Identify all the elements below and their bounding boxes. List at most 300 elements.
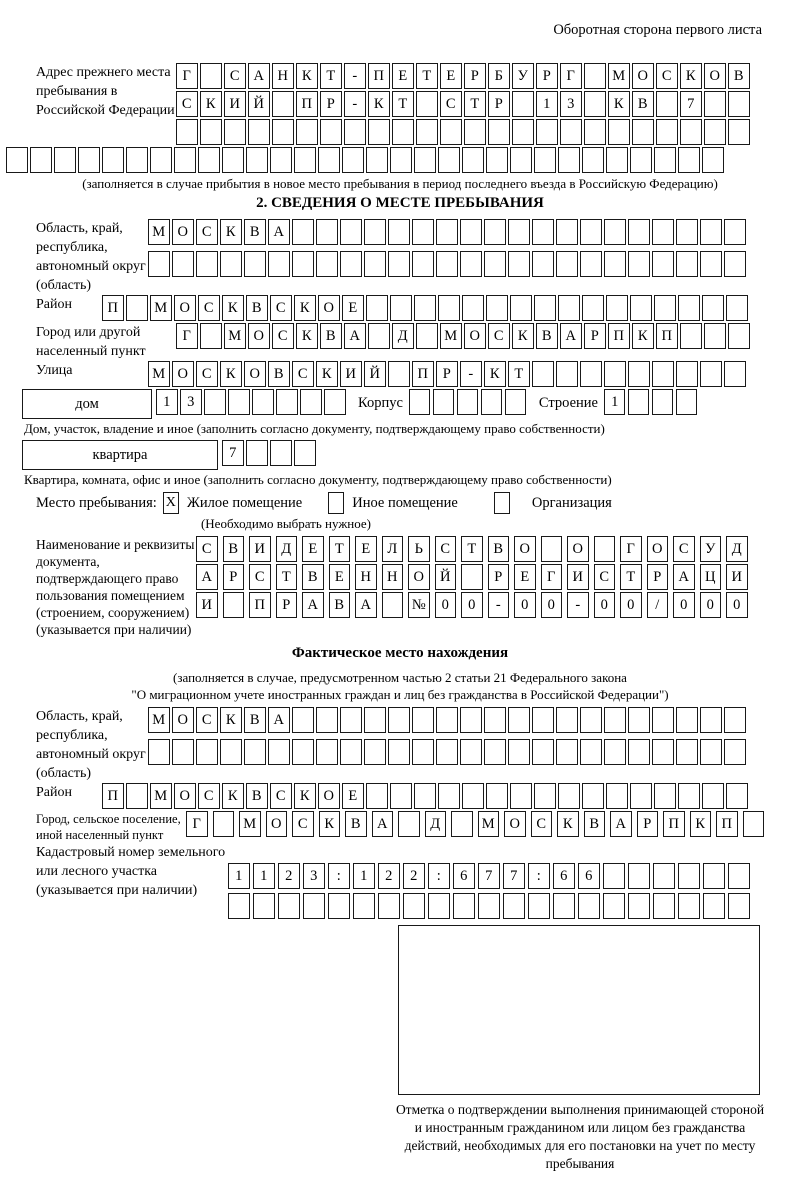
char-cell[interactable] (316, 251, 338, 277)
char-cell[interactable]: 6 (453, 863, 475, 889)
char-cell[interactable] (292, 707, 314, 733)
char-cell[interactable]: К (220, 707, 242, 733)
char-cell[interactable]: В (488, 536, 510, 562)
char-cell[interactable] (276, 389, 298, 415)
char-cell[interactable] (366, 147, 388, 173)
char-cell[interactable] (228, 389, 250, 415)
char-cell[interactable] (196, 251, 218, 277)
char-cell[interactable]: С (196, 361, 218, 387)
char-cell[interactable] (580, 361, 602, 387)
char-cell[interactable] (656, 91, 678, 117)
char-cell[interactable]: А (355, 592, 377, 618)
char-cell[interactable] (510, 147, 532, 173)
char-cell[interactable] (704, 91, 726, 117)
char-cell[interactable] (628, 707, 650, 733)
char-cell[interactable] (728, 119, 750, 145)
char-cell[interactable] (652, 251, 674, 277)
char-cell[interactable]: М (224, 323, 246, 349)
char-cell[interactable] (300, 389, 322, 415)
char-cell[interactable]: Р (464, 63, 486, 89)
char-cell[interactable] (200, 323, 222, 349)
char-cell[interactable] (628, 893, 650, 919)
char-cell[interactable]: 1 (253, 863, 275, 889)
char-cell[interactable]: Б (488, 63, 510, 89)
char-cell[interactable] (126, 783, 148, 809)
char-cell[interactable] (272, 119, 294, 145)
char-cell[interactable] (702, 147, 724, 173)
char-cell[interactable] (460, 739, 482, 765)
char-cell[interactable] (200, 119, 222, 145)
char-cell[interactable]: С (196, 536, 218, 562)
char-cell[interactable]: В (329, 592, 351, 618)
char-cell[interactable]: А (673, 564, 695, 590)
char-cell[interactable]: Г (186, 811, 208, 837)
char-cell[interactable]: И (567, 564, 589, 590)
char-cell[interactable]: М (239, 811, 261, 837)
char-cell[interactable] (486, 783, 508, 809)
char-cell[interactable]: Д (726, 536, 748, 562)
char-cell[interactable] (102, 147, 124, 173)
char-cell[interactable] (632, 119, 654, 145)
char-cell[interactable]: 0 (620, 592, 642, 618)
char-cell[interactable]: Р (488, 564, 510, 590)
char-cell[interactable] (368, 323, 390, 349)
char-cell[interactable] (580, 219, 602, 245)
char-cell[interactable] (628, 361, 650, 387)
char-cell[interactable]: 0 (726, 592, 748, 618)
char-cell[interactable] (220, 251, 242, 277)
char-cell[interactable] (702, 295, 724, 321)
char-cell[interactable]: К (294, 783, 316, 809)
char-cell[interactable]: Н (355, 564, 377, 590)
char-cell[interactable] (438, 295, 460, 321)
char-cell[interactable]: Ь (408, 536, 430, 562)
char-cell[interactable]: К (608, 91, 630, 117)
char-cell[interactable]: Р (637, 811, 659, 837)
char-cell[interactable]: И (224, 91, 246, 117)
char-cell[interactable] (198, 147, 220, 173)
char-cell[interactable]: 3 (303, 863, 325, 889)
char-cell[interactable] (653, 893, 675, 919)
char-cell[interactable]: П (663, 811, 685, 837)
char-cell[interactable]: 3 (560, 91, 582, 117)
char-cell[interactable]: Т (464, 91, 486, 117)
char-cell[interactable] (676, 389, 698, 415)
char-cell[interactable] (584, 119, 606, 145)
char-cell[interactable]: В (244, 219, 266, 245)
char-cell[interactable]: В (584, 811, 606, 837)
char-cell[interactable]: Г (620, 536, 642, 562)
char-cell[interactable] (536, 119, 558, 145)
char-cell[interactable]: К (296, 63, 318, 89)
char-cell[interactable] (390, 783, 412, 809)
char-cell[interactable] (409, 389, 431, 415)
char-cell[interactable]: Е (440, 63, 462, 89)
char-cell[interactable] (488, 119, 510, 145)
char-cell[interactable]: С (270, 783, 292, 809)
char-cell[interactable]: О (174, 783, 196, 809)
char-cell[interactable] (606, 295, 628, 321)
char-cell[interactable] (451, 811, 473, 837)
char-cell[interactable] (461, 564, 483, 590)
char-cell[interactable]: 0 (541, 592, 563, 618)
char-cell[interactable] (604, 251, 626, 277)
char-cell[interactable] (412, 219, 434, 245)
char-cell[interactable] (603, 863, 625, 889)
char-cell[interactable] (628, 219, 650, 245)
char-cell[interactable]: 6 (553, 863, 575, 889)
char-cell[interactable] (678, 147, 700, 173)
char-cell[interactable]: 7 (222, 440, 244, 466)
char-cell[interactable] (584, 63, 606, 89)
char-cell[interactable]: О (172, 219, 194, 245)
char-cell[interactable] (478, 893, 500, 919)
char-cell[interactable] (252, 389, 274, 415)
char-cell[interactable] (328, 893, 350, 919)
char-cell[interactable]: П (102, 295, 124, 321)
char-cell[interactable]: А (560, 323, 582, 349)
char-cell[interactable] (440, 119, 462, 145)
char-cell[interactable] (652, 707, 674, 733)
char-cell[interactable]: М (148, 219, 170, 245)
char-cell[interactable] (223, 592, 245, 618)
char-cell[interactable] (320, 119, 342, 145)
char-cell[interactable] (606, 147, 628, 173)
char-cell[interactable] (724, 739, 746, 765)
char-cell[interactable]: № (408, 592, 430, 618)
char-cell[interactable] (534, 783, 556, 809)
char-cell[interactable]: 6 (578, 863, 600, 889)
char-cell[interactable] (724, 707, 746, 733)
char-cell[interactable] (724, 251, 746, 277)
char-cell[interactable]: С (292, 361, 314, 387)
char-cell[interactable]: 3 (180, 389, 202, 415)
char-cell[interactable]: Е (355, 536, 377, 562)
char-cell[interactable] (678, 295, 700, 321)
char-cell[interactable] (578, 893, 600, 919)
char-cell[interactable]: Е (514, 564, 536, 590)
char-cell[interactable] (438, 147, 460, 173)
char-cell[interactable]: Е (329, 564, 351, 590)
char-cell[interactable]: О (632, 63, 654, 89)
char-cell[interactable] (584, 91, 606, 117)
char-cell[interactable]: С (435, 536, 457, 562)
char-cell[interactable]: Р (223, 564, 245, 590)
char-cell[interactable]: - (344, 63, 366, 89)
char-cell[interactable] (316, 739, 338, 765)
char-cell[interactable] (294, 440, 316, 466)
char-cell[interactable]: У (700, 536, 722, 562)
char-cell[interactable] (532, 251, 554, 277)
char-cell[interactable] (503, 893, 525, 919)
char-cell[interactable]: О (514, 536, 536, 562)
char-cell[interactable] (680, 323, 702, 349)
char-cell[interactable] (398, 811, 420, 837)
char-cell[interactable] (148, 739, 170, 765)
char-cell[interactable]: 1 (228, 863, 250, 889)
char-cell[interactable] (726, 783, 748, 809)
char-cell[interactable] (316, 219, 338, 245)
char-cell[interactable]: А (610, 811, 632, 837)
char-cell[interactable]: Г (560, 63, 582, 89)
char-cell[interactable] (292, 739, 314, 765)
char-cell[interactable] (656, 119, 678, 145)
char-cell[interactable] (388, 361, 410, 387)
char-cell[interactable]: О (504, 811, 526, 837)
char-cell[interactable]: О (318, 295, 340, 321)
char-cell[interactable] (366, 295, 388, 321)
char-cell[interactable] (278, 893, 300, 919)
char-cell[interactable] (484, 219, 506, 245)
char-cell[interactable]: Д (276, 536, 298, 562)
char-cell[interactable]: С (196, 707, 218, 733)
char-cell[interactable]: Й (364, 361, 386, 387)
char-cell[interactable]: Н (382, 564, 404, 590)
char-cell[interactable] (270, 440, 292, 466)
char-cell[interactable] (528, 893, 550, 919)
char-cell[interactable] (464, 119, 486, 145)
char-cell[interactable] (604, 739, 626, 765)
char-cell[interactable] (294, 147, 316, 173)
char-cell[interactable] (726, 295, 748, 321)
char-cell[interactable]: С (656, 63, 678, 89)
char-cell[interactable] (700, 251, 722, 277)
char-cell[interactable] (556, 251, 578, 277)
char-cell[interactable] (54, 147, 76, 173)
char-cell[interactable] (292, 219, 314, 245)
char-cell[interactable]: К (222, 783, 244, 809)
char-cell[interactable]: В (632, 91, 654, 117)
char-cell[interactable] (340, 219, 362, 245)
char-cell[interactable]: И (340, 361, 362, 387)
char-cell[interactable] (724, 361, 746, 387)
char-cell[interactable]: : (528, 863, 550, 889)
checkbox-inoe[interactable] (328, 492, 344, 514)
char-cell[interactable]: М (440, 323, 462, 349)
char-cell[interactable]: С (488, 323, 510, 349)
char-cell[interactable]: Г (176, 63, 198, 89)
char-cell[interactable] (246, 147, 268, 173)
char-cell[interactable] (388, 707, 410, 733)
char-cell[interactable]: А (268, 707, 290, 733)
char-cell[interactable] (512, 119, 534, 145)
char-cell[interactable] (603, 893, 625, 919)
char-cell[interactable]: Е (342, 295, 364, 321)
char-cell[interactable] (174, 147, 196, 173)
char-cell[interactable] (703, 863, 725, 889)
char-cell[interactable] (412, 739, 434, 765)
char-cell[interactable] (460, 707, 482, 733)
char-cell[interactable]: П (368, 63, 390, 89)
char-cell[interactable] (678, 863, 700, 889)
char-cell[interactable] (608, 119, 630, 145)
char-cell[interactable]: А (302, 592, 324, 618)
char-cell[interactable] (580, 251, 602, 277)
char-cell[interactable]: Т (276, 564, 298, 590)
char-cell[interactable] (508, 707, 530, 733)
char-cell[interactable] (580, 739, 602, 765)
char-cell[interactable] (558, 147, 580, 173)
char-cell[interactable]: / (647, 592, 669, 618)
char-cell[interactable] (414, 783, 436, 809)
char-cell[interactable] (253, 893, 275, 919)
char-cell[interactable]: К (294, 295, 316, 321)
char-cell[interactable] (704, 323, 726, 349)
char-cell[interactable]: О (567, 536, 589, 562)
char-cell[interactable] (532, 219, 554, 245)
char-cell[interactable]: Р (536, 63, 558, 89)
char-cell[interactable] (324, 389, 346, 415)
char-cell[interactable]: 1 (604, 389, 626, 415)
char-cell[interactable] (582, 783, 604, 809)
char-cell[interactable] (436, 739, 458, 765)
char-cell[interactable]: О (174, 295, 196, 321)
char-cell[interactable]: О (172, 707, 194, 733)
char-cell[interactable]: В (302, 564, 324, 590)
char-cell[interactable] (700, 219, 722, 245)
char-cell[interactable]: К (220, 361, 242, 387)
char-cell[interactable] (606, 783, 628, 809)
char-cell[interactable]: В (268, 361, 290, 387)
char-cell[interactable] (272, 91, 294, 117)
char-cell[interactable]: У (512, 63, 534, 89)
char-cell[interactable] (553, 893, 575, 919)
char-cell[interactable] (414, 295, 436, 321)
char-cell[interactable]: П (608, 323, 630, 349)
char-cell[interactable]: С (292, 811, 314, 837)
char-cell[interactable] (680, 119, 702, 145)
char-cell[interactable]: А (344, 323, 366, 349)
char-cell[interactable]: Р (436, 361, 458, 387)
char-cell[interactable] (268, 251, 290, 277)
char-cell[interactable]: С (440, 91, 462, 117)
char-cell[interactable]: В (536, 323, 558, 349)
char-cell[interactable] (390, 147, 412, 173)
char-cell[interactable] (436, 707, 458, 733)
char-cell[interactable] (222, 147, 244, 173)
char-cell[interactable] (704, 119, 726, 145)
char-cell[interactable] (196, 739, 218, 765)
char-cell[interactable] (428, 893, 450, 919)
char-cell[interactable]: О (248, 323, 270, 349)
char-cell[interactable] (438, 783, 460, 809)
char-cell[interactable]: К (200, 91, 222, 117)
char-cell[interactable]: П (412, 361, 434, 387)
char-cell[interactable] (508, 219, 530, 245)
char-cell[interactable] (508, 251, 530, 277)
char-cell[interactable] (678, 783, 700, 809)
char-cell[interactable] (594, 536, 616, 562)
char-cell[interactable]: Т (320, 63, 342, 89)
char-cell[interactable]: 0 (435, 592, 457, 618)
char-cell[interactable]: 1 (353, 863, 375, 889)
char-cell[interactable]: 2 (278, 863, 300, 889)
char-cell[interactable] (628, 251, 650, 277)
char-cell[interactable] (532, 707, 554, 733)
char-cell[interactable]: А (248, 63, 270, 89)
char-cell[interactable]: О (318, 783, 340, 809)
char-cell[interactable]: С (249, 564, 271, 590)
char-cell[interactable]: - (488, 592, 510, 618)
char-cell[interactable] (558, 295, 580, 321)
char-cell[interactable]: П (249, 592, 271, 618)
char-cell[interactable]: В (345, 811, 367, 837)
checkbox-zhiloe[interactable]: X (163, 492, 179, 514)
char-cell[interactable] (78, 147, 100, 173)
char-cell[interactable] (436, 251, 458, 277)
char-cell[interactable] (652, 361, 674, 387)
char-cell[interactable]: Р (584, 323, 606, 349)
char-cell[interactable]: П (716, 811, 738, 837)
char-cell[interactable] (541, 536, 563, 562)
char-cell[interactable]: М (148, 361, 170, 387)
char-cell[interactable] (318, 147, 340, 173)
char-cell[interactable] (484, 707, 506, 733)
char-cell[interactable] (213, 811, 235, 837)
char-cell[interactable] (316, 707, 338, 733)
char-cell[interactable] (176, 119, 198, 145)
char-cell[interactable]: А (372, 811, 394, 837)
char-cell[interactable]: К (316, 361, 338, 387)
char-cell[interactable]: К (222, 295, 244, 321)
char-cell[interactable]: С (176, 91, 198, 117)
char-cell[interactable]: Е (302, 536, 324, 562)
char-cell[interactable]: 1 (536, 91, 558, 117)
char-cell[interactable] (556, 739, 578, 765)
char-cell[interactable] (416, 119, 438, 145)
char-cell[interactable] (388, 251, 410, 277)
char-cell[interactable] (700, 707, 722, 733)
char-cell[interactable] (630, 783, 652, 809)
char-cell[interactable]: - (344, 91, 366, 117)
char-cell[interactable] (654, 147, 676, 173)
char-cell[interactable] (604, 361, 626, 387)
char-cell[interactable] (676, 707, 698, 733)
char-cell[interactable] (510, 783, 532, 809)
char-cell[interactable]: В (246, 295, 268, 321)
char-cell[interactable] (604, 219, 626, 245)
char-cell[interactable]: С (198, 783, 220, 809)
char-cell[interactable]: К (296, 323, 318, 349)
char-cell[interactable]: М (478, 811, 500, 837)
char-cell[interactable] (224, 119, 246, 145)
char-cell[interactable] (556, 361, 578, 387)
char-cell[interactable]: Е (392, 63, 414, 89)
char-cell[interactable]: С (270, 295, 292, 321)
char-cell[interactable] (652, 219, 674, 245)
char-cell[interactable]: М (150, 295, 172, 321)
char-cell[interactable] (510, 295, 532, 321)
char-cell[interactable]: К (512, 323, 534, 349)
char-cell[interactable] (676, 219, 698, 245)
char-cell[interactable] (340, 739, 362, 765)
char-cell[interactable] (652, 739, 674, 765)
char-cell[interactable] (403, 893, 425, 919)
char-cell[interactable] (728, 323, 750, 349)
char-cell[interactable]: П (102, 783, 124, 809)
char-cell[interactable] (743, 811, 765, 837)
char-cell[interactable]: Г (176, 323, 198, 349)
char-cell[interactable]: В (728, 63, 750, 89)
char-cell[interactable] (390, 295, 412, 321)
char-cell[interactable] (364, 739, 386, 765)
char-cell[interactable]: : (428, 863, 450, 889)
char-cell[interactable]: К (368, 91, 390, 117)
char-cell[interactable]: Й (435, 564, 457, 590)
char-cell[interactable]: К (484, 361, 506, 387)
char-cell[interactable] (534, 147, 556, 173)
char-cell[interactable] (126, 295, 148, 321)
